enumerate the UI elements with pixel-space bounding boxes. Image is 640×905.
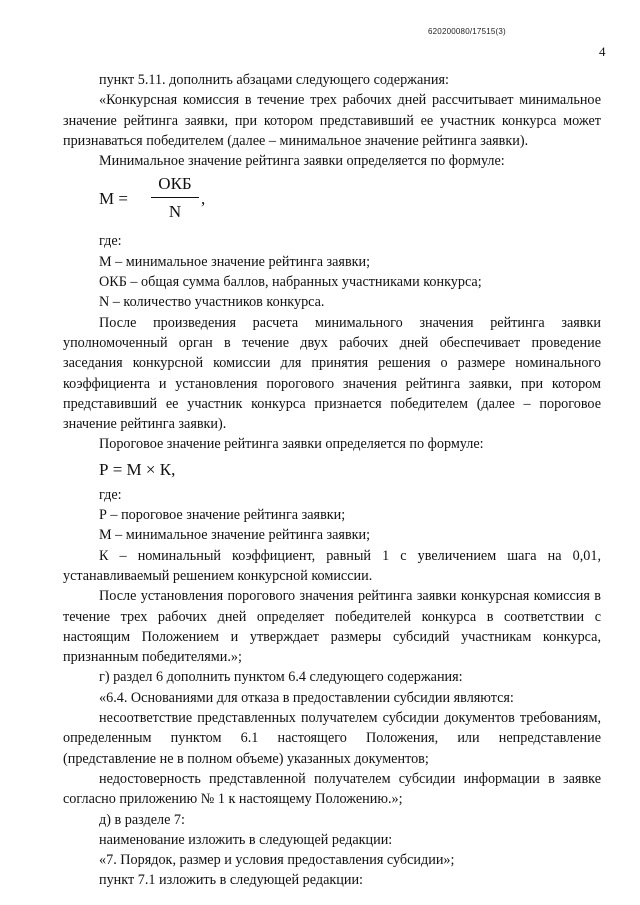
document-body — [63, 70, 601, 891]
paragraph: N – количество участников конкурса. — [99, 294, 325, 311]
paragraph: Р – пороговое значение рейтинга заявки; — [99, 507, 346, 524]
paragraph: где: — [99, 486, 122, 503]
paragraph: г) раздел 6 дополнить пунктом 6.4 следующего содержания: — [99, 669, 463, 686]
paragraph: недостоверность представленной получателем субсидии информации в заявке согласно приложению № 1 к настоящему Положению.»; — [63, 770, 601, 808]
paragraph: «6.4. Основаниями для отказа в предоставлении субсидии являются: — [99, 689, 514, 706]
paragraph: «7. Порядок, размер и условия предоставления субсидии»; — [99, 852, 455, 869]
paragraph: несоответствие представленных получателем субсидии документов требованиям, определенным пунктом 6.1 настоящего Положения, или непредставление (представление не в полном объеме) указанных документов; — [63, 710, 601, 767]
paragraph: Пороговое значение рейтинга заявки определяется по формуле: — [99, 436, 484, 453]
paragraph: М – минимальное значение рейтинга заявки; — [99, 253, 371, 270]
paragraph: ОКБ – общая сумма баллов, набранных участниками конкурса; — [99, 274, 482, 291]
paragraph: д) в разделе 7: — [99, 811, 185, 828]
formula-fraction — [151, 173, 199, 223]
formula-denominator: N — [168, 202, 182, 222]
paragraph: пункт 5.11. дополнить абзацами следующего содержания: — [99, 72, 449, 88]
formula-threshold-rating: Р = М × К, — [99, 459, 176, 479]
paragraph: После произведения расчета минимального значения рейтинга заявки уполномоченный орган в течение двух рабочих дней обеспечивает проведение заседания конкурсной комиссии для принятия решения о размере номинального коэффициента и установления порогового значения рейтинга заявки, при котором представивший ее участник конкурса признается победителем (далее – пороговое значение рейтинга заявки). — [63, 314, 601, 433]
formula-lhs: М = — [99, 189, 128, 209]
paragraph: пункт 7.1 изложить в следующей редакции: — [99, 872, 363, 889]
paragraph: К – номинальный коэффициент, равный 1 с увеличением шага на 0,01, устанавливаемый решением конкурсной комиссии. — [63, 547, 601, 584]
paragraph: где: — [99, 233, 122, 250]
formula-trail: , — [201, 189, 206, 209]
paragraph: М – минимальное значение рейтинга заявки; — [99, 527, 371, 544]
fraction-bar — [151, 197, 199, 198]
page-number: 4 — [599, 44, 606, 59]
formula-minimum-rating — [63, 173, 601, 229]
paragraph: «Конкурсная комиссия в течение трех рабочих дней рассчитывает минимальное значение рейтинга заявки, при котором представивший ее участник конкурса может признаваться победителем (далее – минимальное значение рейтинга заявки). — [63, 92, 601, 149]
paragraph: наименование изложить в следующей редакции: — [99, 831, 393, 848]
paragraph: Минимальное значение рейтинга заявки определяется по формуле: — [99, 153, 505, 170]
paragraph: После установления порогового значения рейтинга заявки конкурсная комиссия в течение трех рабочих дней определяет победителей конкурса в соответствии с настоящим Положением и утверждает размеры субсидий участникам конкурса, признанным победителями.»; — [63, 588, 601, 666]
document-id: 620200080/17515(3) — [428, 27, 506, 36]
formula-numerator: ОКБ — [158, 174, 192, 194]
